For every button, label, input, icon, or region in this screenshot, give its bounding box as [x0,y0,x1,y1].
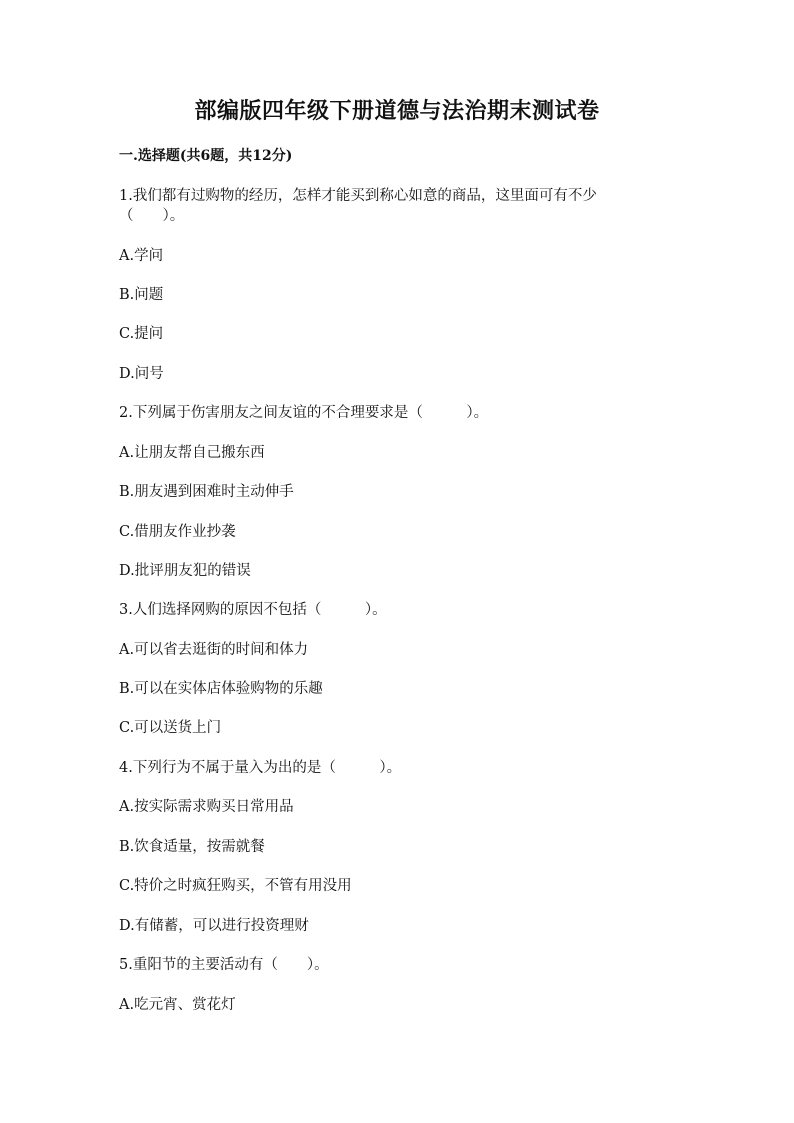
question-2-option-c: C.借朋友作业抄袭 [119,524,236,540]
question-1-option-b: B.问题 [119,287,164,303]
question-4-stem: 4.下列行为不属于量入为出的是（ ）。 [119,760,402,776]
question-2-option-d: D.批评朋友犯的错误 [119,563,251,579]
question-2-option-a: A.让朋友帮自己搬东西 [119,445,265,461]
question-3-option-b: B.可以在实体店体验购物的乐趣 [119,681,323,697]
question-2-stem: 2.下列属于伤害朋友之间友谊的不合理要求是（ ）。 [119,405,489,421]
question-5-option-a: A.吃元宵、赏花灯 [119,997,236,1013]
question-4-option-b: B.饮食适量，按需就餐 [119,839,265,855]
question-1-stem-line-2: （ ）。 [119,208,185,224]
question-4-option-d: D.有储蓄，可以进行投资理财 [119,918,309,934]
question-1-option-a: A.学问 [119,248,164,264]
question-1-option-d: D.问号 [119,366,164,382]
question-1-option-c: C.提问 [119,326,164,342]
question-4-option-c: C.特价之时疯狂购买，不管有用没用 [119,878,352,894]
question-3-option-a: A.可以省去逛街的时间和体力 [119,642,309,658]
question-3-option-c: C.可以送货上门 [119,720,222,736]
question-4-option-a: A.按实际需求购买日常用品 [119,799,294,815]
question-1-stem-line-1: 1.我们都有过购物的经历，怎样才能买到称心如意的商品，这里面可有不少 [119,188,597,204]
question-3-stem: 3.人们选择网购的原因不包括（ ）。 [119,602,387,618]
question-5-stem: 5.重阳节的主要活动有（ ）。 [119,957,329,973]
section-header: 一.选择题(共6题，共12分) [119,148,293,164]
page-title: 部编版四年级下册道德与法治期末测试卷 [194,98,600,124]
question-2-option-b: B.朋友遇到困难时主动伸手 [119,484,294,500]
